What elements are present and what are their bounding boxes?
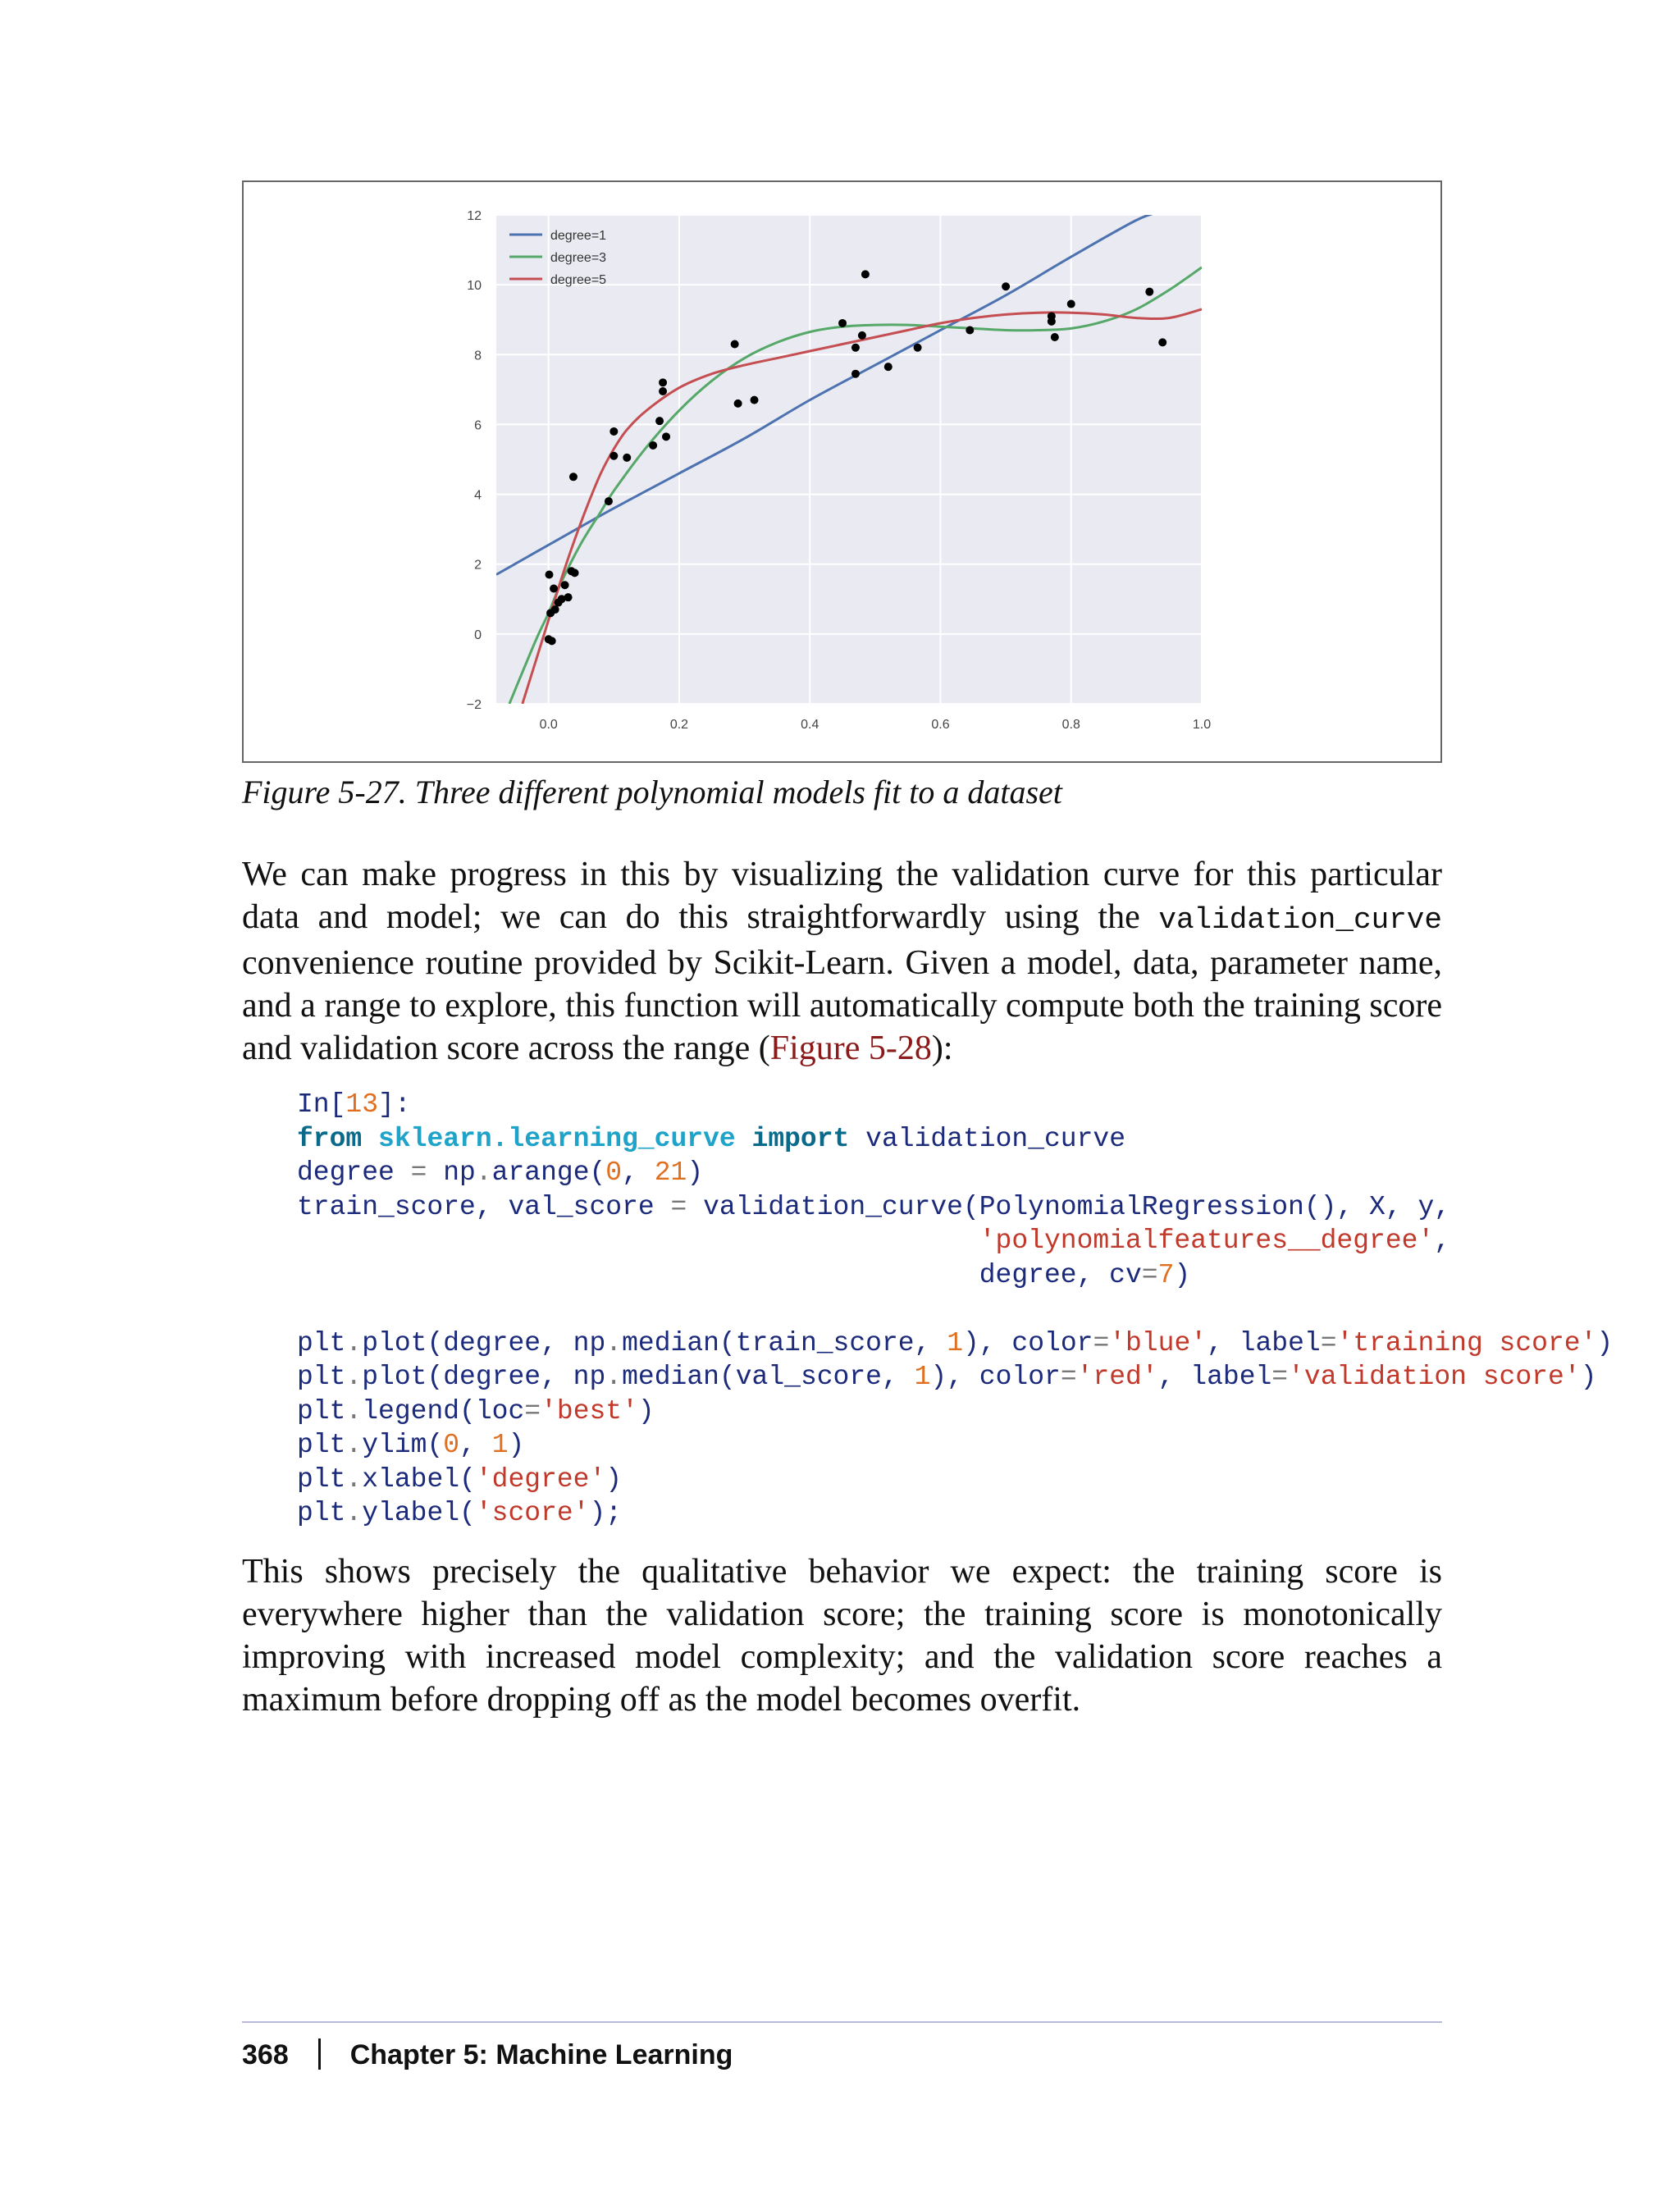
y-tick-label: 12 (467, 209, 482, 223)
footer-divider (242, 2021, 1442, 2023)
x-tick-label: 0.2 (669, 718, 689, 732)
x-tick-label: 0.0 (539, 718, 558, 732)
para1-text-post: ): (931, 1029, 953, 1067)
scatter-point (561, 581, 569, 589)
scatter-point (649, 441, 657, 450)
scatter-point (1158, 338, 1166, 346)
y-tick-label: 6 (474, 418, 482, 433)
y-tick-label: 10 (467, 279, 482, 294)
para1-text-mid: convenience routine provided by Scikit-Learn. Given a model, data, parameter name, and a range to explore, this function will automatically compute both the training score and validation score across the range ( (242, 944, 1442, 1067)
y-tick-label: 0 (474, 628, 482, 642)
scatter-point (1002, 282, 1010, 290)
scatter-point (623, 454, 631, 462)
scatter-point (734, 399, 742, 408)
figure-caption: Figure 5-27. Three different polynomial models fit to a dataset (242, 774, 1062, 810)
y-tick-label: 8 (474, 349, 482, 363)
x-tick-label: 0.8 (1061, 718, 1080, 732)
figure-frame (242, 180, 1442, 763)
code-block: In[13]: from sklearn.learning_curve import validation_curve degree = np.arange(0, 21) train_score, val_score = validation_curve(PolynomialRegression(), X, y, 'polynomialfeatures__degree', degree, cv=7) plt.plot(degree, np.median(train_score, 1), color='blue', label='training score') plt.plot(degree, np.median(val_score, 1), color='red', label='validation score') plt.legend(loc='best') plt.ylim(0, 1) plt.xlabel('degree') plt.ylabel('score'); (297, 1089, 1614, 1528)
plot-area (496, 215, 1202, 704)
page-footer (242, 2037, 733, 2073)
para1-text-pre: We can make progress in this by visualizing the validation curve for this particular data and model; we can do this straightforwardly using the (242, 856, 1442, 936)
figure-cross-reference-link[interactable]: Figure 5-28 (769, 1029, 932, 1067)
x-tick-label: 0.4 (801, 718, 819, 732)
scatter-point (609, 452, 618, 460)
page-number: 368 (242, 2039, 289, 2070)
body-paragraph-1 (242, 853, 1442, 1070)
scatter-point (564, 593, 573, 601)
footer-separator (318, 2038, 321, 2070)
legend-label: degree=5 (550, 273, 607, 287)
scatter-point (659, 387, 667, 395)
legend-label: degree=1 (550, 229, 607, 243)
scatter-point (550, 585, 558, 593)
scatter-point (731, 340, 739, 349)
scatter-point (914, 344, 922, 352)
scatter-point (858, 331, 866, 340)
scatter-point (966, 326, 974, 334)
scatter-point (851, 370, 860, 378)
scatter-point (655, 417, 664, 425)
scatter-point (1067, 300, 1075, 308)
scatter-point (1048, 312, 1056, 320)
scatter-point (861, 270, 870, 278)
chapter-title: Chapter 5: Machine Learning (349, 2039, 733, 2070)
y-tick-label: 4 (474, 488, 482, 503)
y-tick-label: −2 (466, 698, 482, 712)
legend-label: degree=3 (550, 251, 607, 265)
scatter-point (571, 568, 579, 577)
scatter-point (1145, 288, 1153, 296)
scatter-point (659, 378, 667, 386)
y-tick-label: 2 (474, 558, 482, 573)
scatter-point (838, 319, 847, 327)
scatter-point (1051, 333, 1059, 341)
body-paragraph-2: This shows precisely the qualitative behavior we expect: the training score is everywhere higher than the validation score; the training score is monotonically improving with increased model complexity; and the validation score reaches a maximum before dropping off as the model becomes overfit. (242, 1553, 1442, 1719)
scatter-point (551, 605, 559, 614)
scatter-point (569, 472, 578, 481)
scatter-point (546, 570, 554, 578)
x-tick-label: 1.0 (1192, 718, 1212, 732)
scatter-point (884, 363, 892, 371)
scatter-point (851, 344, 860, 352)
scatter-point (662, 432, 670, 441)
inline-code-validation-curve: validation_curve (1158, 903, 1442, 937)
polynomial-fit-chart (244, 182, 1444, 765)
scatter-point (548, 637, 556, 645)
x-tick-label: 0.6 (931, 718, 950, 732)
scatter-point (605, 497, 613, 505)
scatter-point (751, 396, 759, 404)
scatter-point (609, 427, 618, 436)
